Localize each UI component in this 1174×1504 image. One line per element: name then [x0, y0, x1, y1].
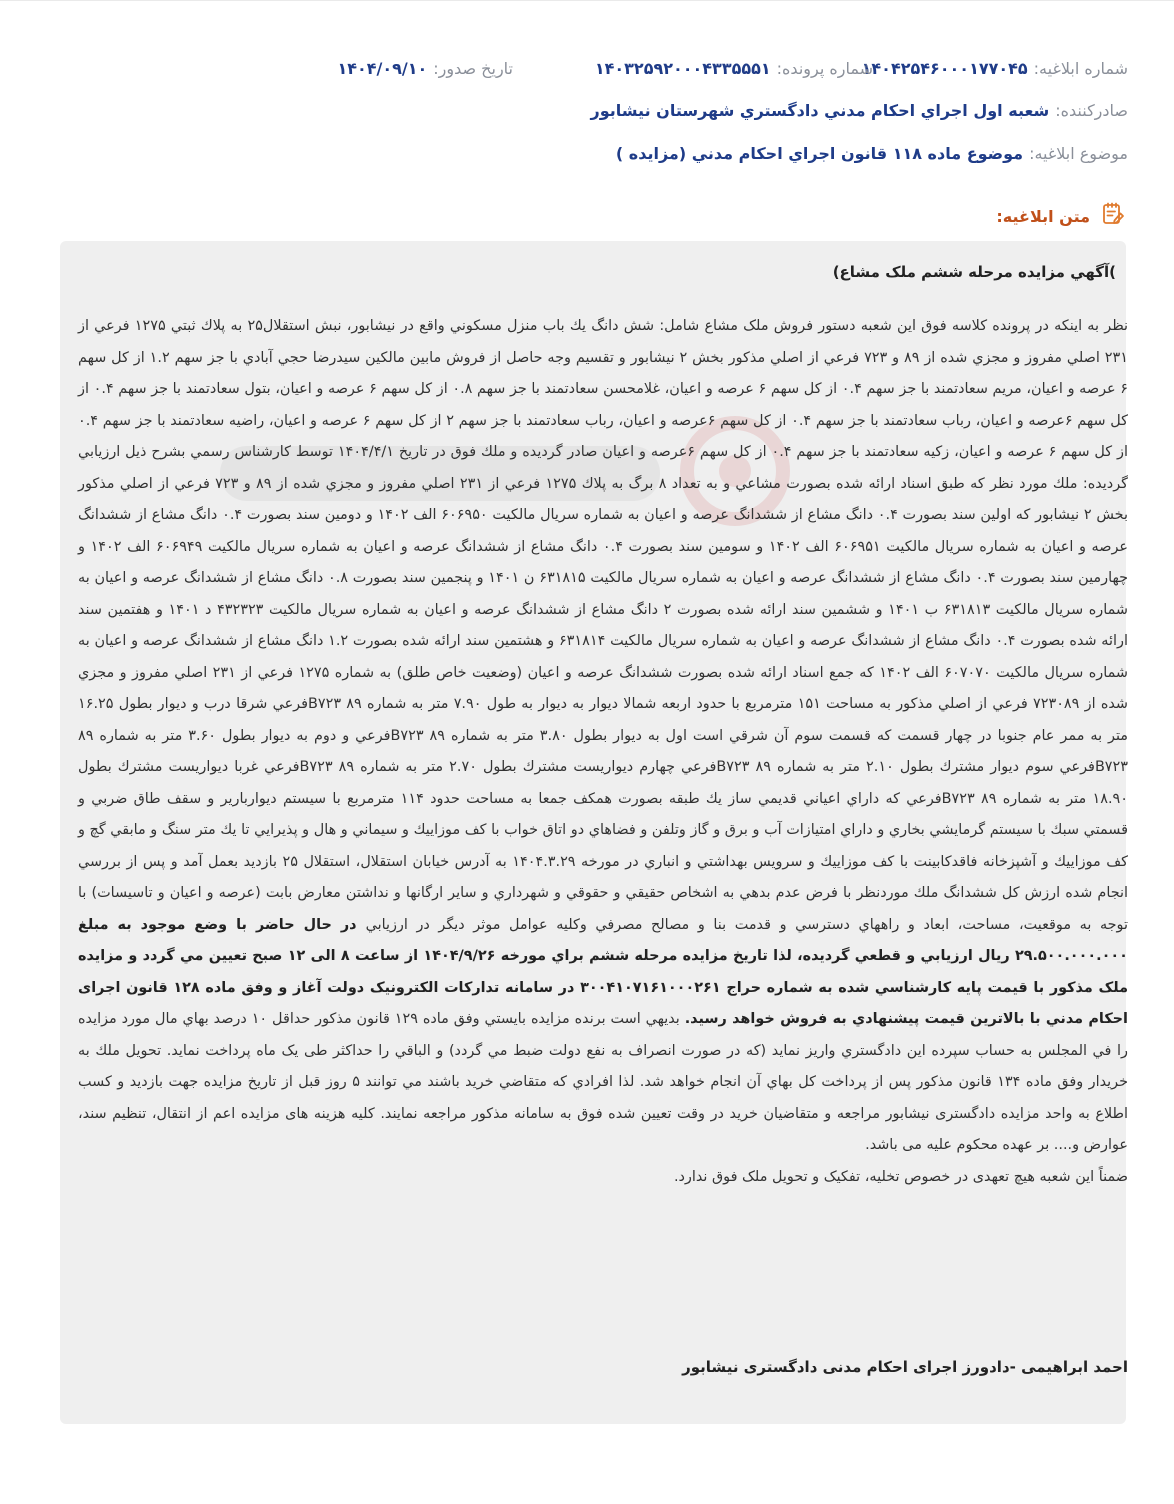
notice-body-auction-terms: در حال حاضر با وضع موجود به مبلغ ۲۹.۵۰۰.۰۰۰.۰۰۰ ريال ارزيابي و قطعي گرديده، لذا تاريخ مزايده مرحله ششم براي مورخه ۱۴۰۴/۹/۲۶ از ساعت ۸ الی ۱۲ صبح تعيين مي گردد و مزايده ملک مذکور با قيمت پايه كارشناسي شده به شماره حراج ۳۰۰۴۱۰۷۱۶۱۰۰۰۲۶۱ در سامانه تدارکات الکترونيک دولت آغاز و وفق ماده ۱۲۸ قانون اجرای احكام مدني با بالاترين قيمت پيشنهادي به فروش خواهد رسيد.	[78, 916, 1128, 1027]
issuer	[591, 101, 1128, 120]
document-edit-icon	[1100, 201, 1126, 231]
notice-text-heading	[996, 201, 1126, 231]
issue-date-label: تاریخ صدور:	[433, 59, 513, 78]
issuer-label: صادرکننده:	[1055, 101, 1128, 120]
signature: احمد ابراهیمی -دادورز اجرای احکام مدنی دادگستری نیشابور	[682, 1358, 1128, 1376]
notice-title: )آگهي مزايده مرحله ششم ملک مشاع)	[832, 263, 1116, 281]
notice-body	[78, 311, 1128, 1193]
notice-text-heading-label: متن ابلاغیه:	[996, 206, 1090, 226]
notice-body-intro: نظر به اينكه در پرونده كلاسه فوق اين شعبه دستور فروش ملک مشاع شامل: شش دانگ يك باب منزل مسكوني واقع در نيشابور، نبش استقلال۲۵ به پلاك ثبتي ۱۲۷۵ فرعي از ۲۳۱ اصلي مفروز و مجزي شده از ۸۹ و ۷۲۳ فرعي از اصلي مذكور بخش ۲ نيشابور و تقسيم وجه حاصل از فروش مابين مالكين سيدرضا حجي آبادي با جز سهم ۱.۲ از كل سهم ۶ عرصه و اعيان، مريم سعادتمند با جز سهم ۰.۴ از كل سهم ۶ عرصه و اعيان، غلامحسن سعادتمند با جز سهم ۰.۸ از كل سهم ۶ عرصه و اعيان، بتول سعادتمند با جز سهم ۰.۴ از كل سهم ۶عرصه و اعيان، رباب سعادتمند با جز سهم ۰.۴ از كل سهم ۶عرصه و اعيان، رباب سعادتمند با جز سهم ۲ از كل سهم ۶ عرصه و اعيان، راضيه سعادتمند با جز سهم ۰.۴ از كل سهم ۶ عرصه و اعيان، زكيه سعادتمند با جز سهم ۰.۴ از كل سهم ۶عرصه و اعيان صادر گرديده و ملك فوق در تاريخ ۱۴۰۴/۴/۱ توسط كارشناس رسمي بشرح ذيل ارزيابي گرديده: ملك مورد نظر كه طبق اسناد ارائه شده بصورت مشاعي و به تعداد ۸ برگ به پلاك ۱۲۷۵ فرعي از ۲۳۱ اصلي مفروز و مجزي شده از ۸۹ و ۷۲۳ فرعي از اصلي مذكور بخش ۲ نيشابور كه اولين سند بصورت ۰.۴ دانگ مشاع از ششدانگ عرصه و اعيان به شماره سريال مالكيت ۶۰۶۹۵۰ الف ۱۴۰۲ و دومين سند بصورت ۰.۴ دانگ مشاع از ششدانگ عرصه و اعيان به شماره سريال مالكيت ۶۰۶۹۵۱ الف ۱۴۰۲ و سومين سند بصورت ۰.۴ دانگ مشاع از ششدانگ عرصه و اعيان به شماره سريال مالكيت ۶۰۶۹۴۹ الف ۱۴۰۲ و چهارمين سند بصورت ۰.۴ دانگ مشاع از ششدانگ عرصه و اعيان به شماره سريال مالكيت ۶۳۱۸۱۵ ن ۱۴۰۱ و پنجمين سند بصورت ۰.۸ دانگ مشاع از ششدانگ عرصه و اعيان به شماره سريال مالكيت ۶۳۱۸۱۳ ب ۱۴۰۱ و ششمين سند ارائه شده بصورت ۲ دانگ مشاع از ششدانگ عرصه و اعيان به شماره سريال مالكيت ۴۳۲۳۲۳ د ۱۴۰۱ و هفتمين سند ارائه شده بصورت ۰.۴ دانگ مشاع از ششدانگ عرصه و اعيان به شماره سريال مالكيت ۶۳۱۸۱۴ و هشتمين سند ارائه شده بصورت ۱.۲ دانگ مشاع از ششدانگ عرصه و اعيان به شماره سريال مالكيت ۶۰۷۰۷۰ الف ۱۴۰۲ كه جمع اسناد ارائه شده بصورت ششدانگ عرصه و اعيان (وضعيت خاص طلق) به شماره ۱۲۷۵ فرعي از ۲۳۱ اصلي مفروز و مجزي شده از ۷۲۳۰۸۹ فرعي از اصلي مذكور به مساحت ۱۵۱ مترمربع با حدود اربعه شمالا ديوار به ديوار به طول ۷.۹۰ متر به شماره ۸۹ B۷۲۳فرعي شرقا درب و ديوار بطول ۱۶.۲۵ متر به ممر عام جنوبا در چهار قسمت كه قسمت سوم آن شرقي است اول به ديوار بطول ۳.۸۰ متر به شماره ۸۹ B۷۲۳فرعي و دوم به ديوار بطول ۳.۶۰ متر به شماره ۸۹ B۷۲۳فرعي سوم ديوار مشترك بطول ۲.۱۰ متر به شماره ۸۹ B۷۲۳فرعي چهارم ديواريست مشترك بطول ۲.۷۰ متر به شماره ۸۹ B۷۲۳فرعي غربا ديواريست مشترك بطول ۱۸.۹۰ متر به شماره ۸۹ B۷۲۳فرعي كه داراي اعياني قديمي ساز يك طبقه بصورت همكف جمعا به مساحت حدود ۱۱۴ مترمربع با سيستم ديواربارير و سقف طاق ضربي و قسمتي سبك با سيستم گرمايشي بخاري و داراي امتيازات آب و برق و گاز وتلفن و فضاهاي دو اتاق خواب با كف موزاييك و سيماني و هال و پذيرايي تا يك متر سنگ و مابقي گچ و كف موزاييك و آشپزخانه فاقدكابينت با كف موزاييك و سرويس بهداشتي و انباري در مورخه ۱۴۰۴.۳.۲۹ به آدرس خيابان استقلال، استقلال ۲۵ بازديد بعمل آمد و پس از بررسي انجام شده ارزش كل ششدانگ ملك موردنظر با فرض عدم بدهي به اشخاص حقيقي و حقوقي و شهرداري و ساير ارگانها و نداشتن معارض بابت (عرصه و اعيان و تاسيسات) با توجه به موقعيت، مساحت، ابعاد و راههاي دسترسي و قدمت بنا و مصالح مصرفي وكليه عوامل موثر ديگر در ارزيابي	[78, 318, 1129, 933]
case-number-value: ۱۴۰۳۲۵۹۲۰۰۰۴۳۳۵۵۵۱	[594, 59, 771, 78]
issuer-value: شعبه اول اجراي احكام مدني دادگستري شهرستان نيشابور	[590, 101, 1050, 120]
issue-date-value: ۱۴۰۴/۰۹/۱۰	[337, 59, 428, 78]
subject-row	[40, 144, 1128, 163]
subject-value: موضوع ماده ۱۱۸ قانون اجراي احكام مدني (مزايده )	[615, 144, 1024, 163]
subject-label: موضوع ابلاغیه:	[1029, 144, 1128, 163]
notice-number	[861, 59, 1128, 78]
notice-number-label: شماره ابلاغیه:	[1033, 59, 1128, 78]
notice-body-conditions: بديهي است برنده مزايده بايستي وفق ماده ۱۲۹ قانون مذكور حداقل ۱۰ درصد بهاي مال مورد مزايده را في المجلس به حساب سپرده اين دادگستري واريز نمايد (كه در صورت انصراف به نفع دولت ضبط مي گردد) و الباقي را حداكثر طی یک ماه پرداخت نمايد. تحويل ملك به خريدار وفق ماده ۱۳۴ قانون مذكور پس از پرداخت كل بهاي آن انجام خواهد شد. لذا افرادي كه متقاضي خريد باشند مي توانند ۵ روز قبل از تاريخ مزايده جهت بازديد و كسب اطلاع به واحد مزايده دادگستری نيشابور مراجعه و متقاضيان خريد در وقت تعيين شده فوق به سامانه مذکور مراجعه نمايند. كليه هزينه های مزايده اعم از انتقال، تنظيم سند، عوارض و.... بر عهده محکوم عليه می باشد.	[78, 1011, 1129, 1153]
issue-date	[337, 59, 513, 78]
subject	[616, 144, 1128, 163]
case-number-label: شماره پرونده:	[776, 59, 873, 78]
notice-meta-row	[40, 59, 1128, 78]
notice-number-value: ۱۴۰۴۲۵۴۶۰۰۰۱۷۷۰۴۵	[861, 59, 1028, 78]
notice-body-disclaimer: ضمناً اين شعبه هيچ تعهدی در خصوص تخليه، تفکيک و تحويل ملک فوق ندارد.	[673, 1168, 1128, 1185]
case-number	[513, 59, 873, 78]
issuer-row	[40, 101, 1128, 120]
